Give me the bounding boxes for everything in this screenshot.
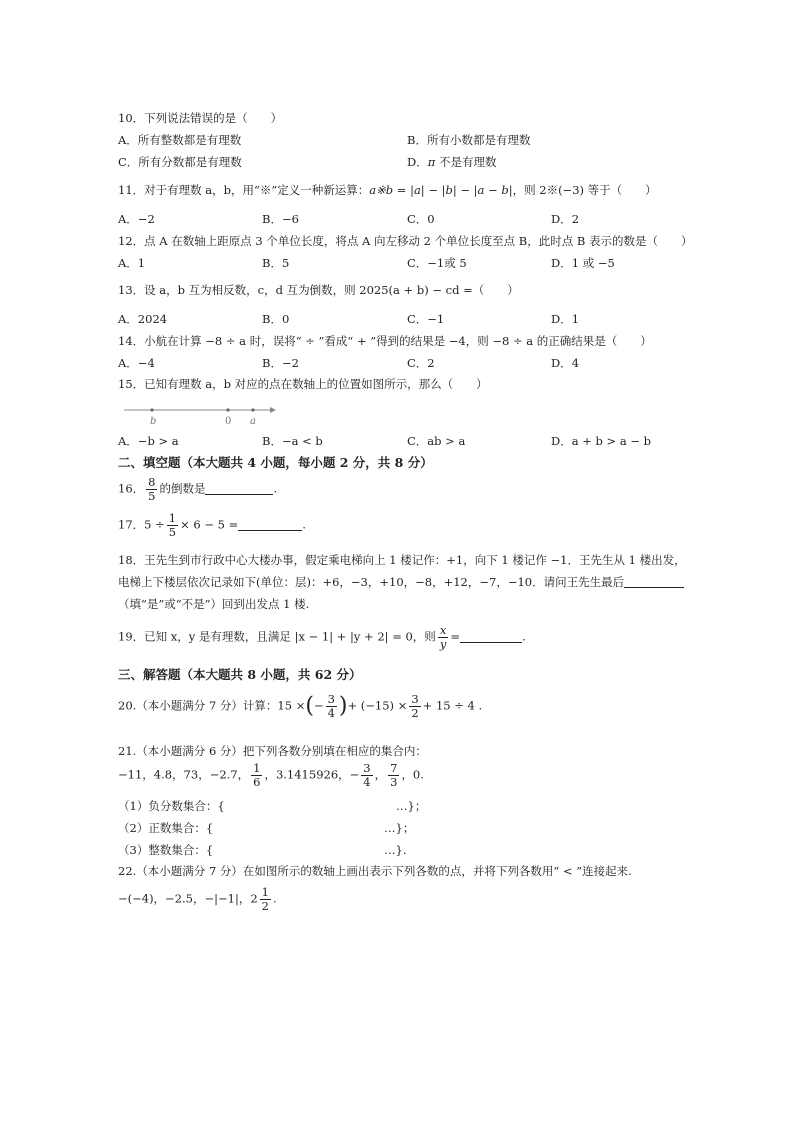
q16-fraction bbox=[146, 476, 157, 503]
q13-option-a: A．2024 bbox=[118, 312, 168, 326]
q20-f2-denominator: 2 bbox=[411, 706, 419, 720]
q21-fraction-1 bbox=[251, 762, 262, 789]
q18-line1: 18．王先生到市行政中心大楼办事，假定乘电梯向上 1 楼记作：+1，向下 1 楼记作 −1．王先生从 1 楼出发， bbox=[118, 553, 686, 567]
q20-close-paren: ) bbox=[338, 693, 348, 719]
q21-mid: ，3.1415926，− bbox=[264, 767, 360, 782]
q21-end: ，0. bbox=[401, 767, 424, 782]
q10-d-label: D． bbox=[407, 155, 428, 169]
q11-option-d: D．2 bbox=[551, 212, 580, 226]
q10-option-c: C．所有分数都是有理数 bbox=[118, 155, 242, 169]
q16-number: 16． bbox=[118, 481, 145, 496]
point-a bbox=[251, 408, 254, 411]
axis-arrow bbox=[270, 407, 276, 413]
q20-pre: 20.（本小题满分 7 分）计算：15 × bbox=[118, 698, 306, 713]
q17-fraction bbox=[167, 512, 178, 539]
point-b bbox=[150, 408, 153, 411]
q13-option-d: D．1 bbox=[551, 312, 580, 326]
q12-option-d: D．1 或 −5 bbox=[551, 256, 615, 270]
q17-end: . bbox=[302, 517, 306, 532]
q21-fraction-2 bbox=[361, 762, 372, 789]
q11-option-a: A．−2 bbox=[118, 212, 155, 226]
q10-option-d bbox=[407, 155, 496, 169]
q10-d-text: 不是有理数 bbox=[438, 155, 497, 169]
q21-set-integers: （3）整数集合：{ bbox=[118, 843, 214, 857]
q21-stem: 21.（本小题满分 6 分）把下列各数分别填在相应的集合内： bbox=[118, 744, 427, 758]
q21-sep: ， bbox=[374, 767, 387, 782]
q17-numerator: 1 bbox=[168, 511, 177, 525]
q20 bbox=[118, 693, 482, 720]
q21-f3-denominator: 3 bbox=[390, 775, 398, 789]
q13-option-c: C．−1 bbox=[407, 312, 445, 326]
q19 bbox=[118, 624, 526, 651]
q19-denominator: y bbox=[439, 637, 447, 651]
q22-numbers bbox=[118, 886, 277, 913]
q15-option-a: A．−b > a bbox=[118, 434, 179, 448]
pi-symbol: π bbox=[427, 155, 436, 169]
q16-answer-blank[interactable] bbox=[205, 482, 273, 495]
q20-fraction-1 bbox=[326, 693, 337, 720]
q18-answer-blank[interactable] bbox=[624, 575, 684, 588]
q19-end: . bbox=[521, 629, 526, 644]
section-solve-heading: 三、解答题（本大题共 8 小题，共 62 分） bbox=[118, 667, 362, 682]
q13-option-b: B．0 bbox=[262, 312, 290, 326]
q14-option-a: A．−4 bbox=[118, 356, 155, 370]
q16-numerator: 8 bbox=[148, 475, 156, 489]
q12-option-c: C．−1或 5 bbox=[407, 256, 467, 270]
q21-f2-denominator: 4 bbox=[363, 775, 371, 789]
q20-f1-numerator: 3 bbox=[327, 692, 335, 706]
q19-answer-blank[interactable] bbox=[460, 630, 522, 643]
q21-set-negative-fractions: （1）负分数集合：{ bbox=[118, 799, 225, 813]
q20-open-paren: ( bbox=[305, 693, 314, 719]
q19-pre: 19．已知 x，y 是有理数，且满足 |x − 1| + |y + 2| = 0，则 bbox=[118, 629, 436, 644]
q17-answer-blank[interactable] bbox=[238, 518, 302, 531]
q21-f2-numerator: 3 bbox=[363, 761, 371, 775]
q21-set2-end: …}； bbox=[384, 821, 415, 835]
q11-tail: ，则 2※(−3) 等于（ ） bbox=[512, 183, 657, 197]
q15-stem: 15．已知有理数 a，b 对应的点在数轴上的位置如图所示，那么（ ） bbox=[118, 377, 488, 391]
q17-number: 17． bbox=[118, 517, 145, 532]
q21-f3-numerator: 7 bbox=[390, 761, 398, 775]
q21-fraction-3 bbox=[388, 762, 399, 789]
q17-pre: 5 ÷ bbox=[144, 517, 165, 532]
q14-option-b: B．−2 bbox=[262, 356, 299, 370]
q15-number-line bbox=[118, 402, 283, 428]
q20-post: + 15 ÷ 4 . bbox=[422, 698, 483, 713]
q14-option-d: D．4 bbox=[551, 356, 580, 370]
q22-mixed-fraction bbox=[260, 886, 271, 913]
section-fill-in-heading: 二、填空题（本大题共 4 小题，每小题 2 分，共 8 分） bbox=[118, 455, 433, 470]
q12-option-a: A．1 bbox=[118, 256, 146, 270]
q18-line2 bbox=[118, 575, 684, 589]
q15-option-b: B．−a < b bbox=[262, 434, 323, 448]
q22-numerator: 1 bbox=[261, 885, 269, 899]
q10-stem: 10．下列说法错误的是（ ） bbox=[118, 111, 283, 125]
q18-line3: （填“是”或“不是”）回到出发点 1 楼. bbox=[118, 597, 310, 611]
q11-stem-text: 11．对于有理数 a，b，用“※”定义一种新运算： bbox=[118, 183, 370, 197]
q15-option-c: C．ab > a bbox=[407, 434, 466, 448]
q21-set-positive: （2）正数集合：{ bbox=[118, 821, 214, 835]
q19-fraction bbox=[438, 624, 449, 651]
q16-end: . bbox=[273, 481, 278, 496]
label-a: a bbox=[250, 416, 256, 427]
q12-option-b: B．5 bbox=[262, 256, 290, 270]
q17 bbox=[118, 512, 306, 539]
q11-option-b: B．−6 bbox=[262, 212, 299, 226]
q21-f1-denominator: 6 bbox=[253, 775, 261, 789]
q17-post: × 6 − 5 = bbox=[180, 517, 239, 532]
q18-line2-text: 电梯上下楼层依次记录如下(单位：层)：+6，−3，+10，−8，+12，−7，−10．请问王先生最后 bbox=[118, 575, 625, 589]
q15-option-d: D．a + b > a − b bbox=[551, 434, 651, 448]
q20-mid: + (−15) × bbox=[347, 698, 408, 713]
point-zero bbox=[226, 408, 229, 411]
q22-nums: −(−4)，−2.5，−|−1|，2 bbox=[118, 891, 258, 906]
q11-option-c: C．0 bbox=[407, 212, 435, 226]
q21-f1-numerator: 1 bbox=[253, 761, 261, 775]
q21-set3-end: …}. bbox=[384, 843, 407, 857]
q17-denominator: 5 bbox=[168, 525, 177, 539]
q14-stem: 14．小航在计算 −8 ÷ a 时，误将“ ÷ ”看成“ + ”得到的结果是 −4，则 −8 ÷ a 的正确结果是（ ） bbox=[118, 334, 652, 348]
q22-end: . bbox=[272, 891, 277, 906]
q21-numbers bbox=[118, 762, 424, 789]
q16-denominator: 5 bbox=[148, 489, 156, 503]
label-b: b bbox=[150, 416, 157, 427]
q20-fraction-2 bbox=[409, 693, 420, 720]
q21-nums-pre: −11，4.8，73，−2.7， bbox=[118, 767, 250, 782]
q14-option-c: C．2 bbox=[407, 356, 435, 370]
q11-definition: a※b = |a| − |b| − |a − b| bbox=[369, 183, 513, 197]
q12-stem: 12．点 A 在数轴上距原点 3 个单位长度，将点 A 向左移动 2 个单位长度至点 B，此时点 B 表示的数是（ ） bbox=[118, 234, 693, 248]
q20-sign: − bbox=[313, 698, 324, 713]
q20-f2-numerator: 3 bbox=[411, 692, 419, 706]
q11-stem bbox=[118, 183, 657, 197]
q20-f1-denominator: 4 bbox=[327, 706, 335, 720]
q21-set1-end: …}； bbox=[396, 799, 427, 813]
q22-stem: 22.（本小题满分 7 分）在如图所示的数轴上画出表示下列各数的点，并将下列各数用“ < ”连接起来. bbox=[118, 864, 632, 878]
q19-numerator: x bbox=[439, 623, 447, 637]
q16-text: 的倒数是 bbox=[159, 481, 206, 496]
q10-option-a: A．所有整数都是有理数 bbox=[118, 133, 242, 147]
label-zero: 0 bbox=[225, 416, 232, 427]
q19-eq: = bbox=[450, 629, 460, 644]
q10-option-b: B．所有小数都是有理数 bbox=[407, 133, 531, 147]
q16 bbox=[118, 476, 277, 503]
q13-stem: 13．设 a，b 互为相反数，c，d 互为倒数，则 2025(a + b) − cd =（ ） bbox=[118, 283, 519, 297]
q22-denominator: 2 bbox=[261, 899, 269, 913]
